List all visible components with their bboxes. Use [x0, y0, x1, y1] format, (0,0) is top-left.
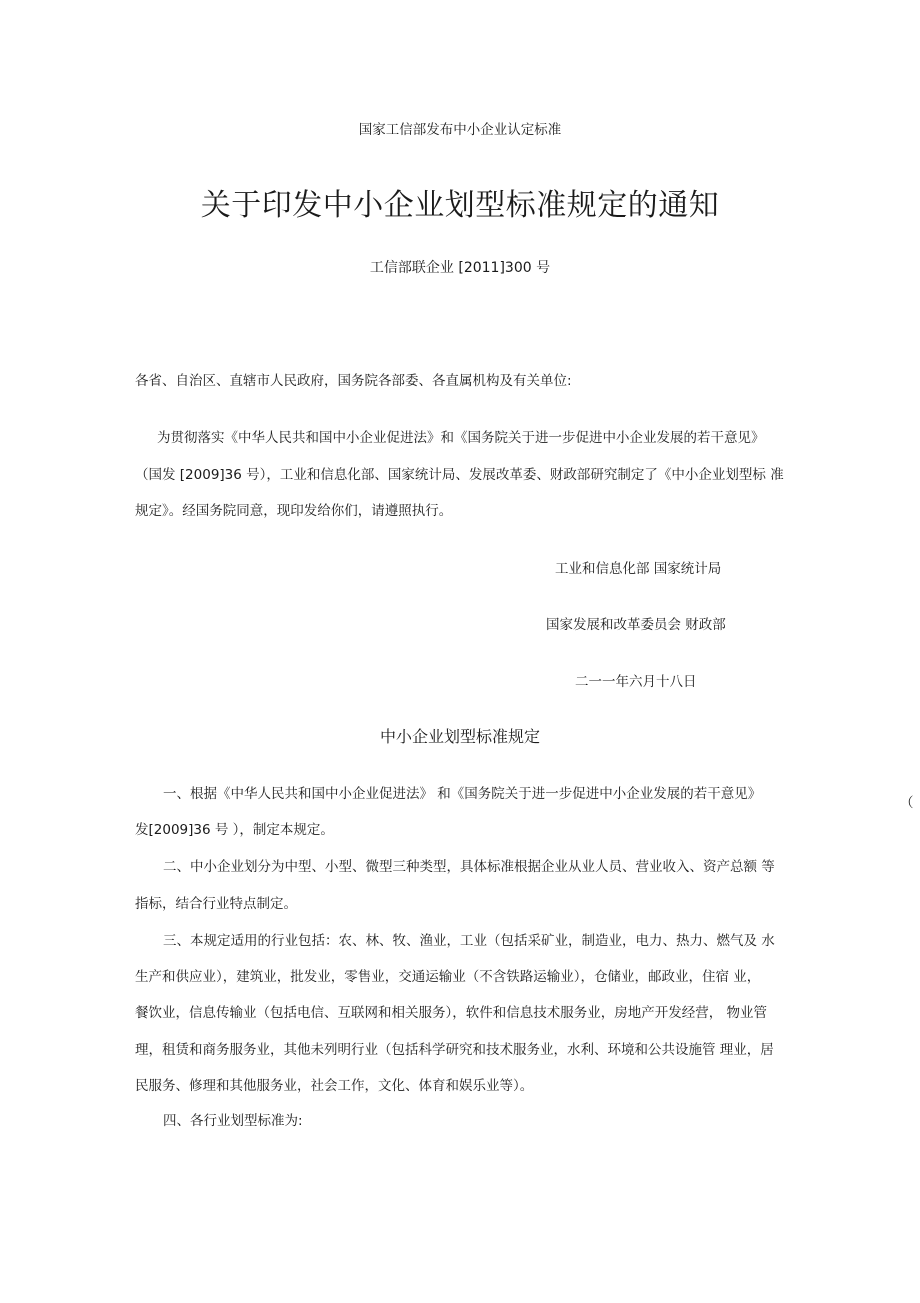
signers-line-1: 工业和信息化部 国家统计局: [555, 561, 722, 577]
regulation-line: 指标，结合行业特点制定。: [135, 896, 297, 912]
regulation-line: 三、本规定适用的行业包括：农、林、牧、渔业，工业（包括采矿业，制造业，电力、热力、燃气及 水: [163, 933, 775, 949]
regulation-line: 生产和供应业），建筑业，批发业，零售业，交通运输业（不含铁路运输业），仓储业，邮政业，住宿 业，: [135, 969, 761, 985]
regulation-line: 四、各行业划型标准为:: [163, 1113, 303, 1129]
regulation-line: 二、中小企业划分为中型、小型、微型三种类型，具体标准根据企业从业人员、营业收入、资产总额 等: [163, 859, 775, 875]
notice-date: 二一一年六月十八日: [575, 674, 697, 690]
document-title: 关于印发中小企业划型标准规定的通知: [200, 188, 720, 223]
regulation-title: 中小企业划型标准规定: [379, 727, 540, 746]
regulation-line: 理，租赁和商务服务业，其他未列明行业（包括科学研究和技术服务业，水利、环境和公共设施管 理业，居: [135, 1042, 774, 1058]
regulation-line: 餐饮业，信息传输业（包括电信、互联网和相关服务），软件和信息技术服务业，房地产开发经营， 物业管: [135, 1005, 768, 1021]
regulation-line: 发[2009]36 号 ），制定本规定。: [135, 822, 334, 838]
top-line: 国家工信部发布中小企业认定标准: [358, 122, 562, 138]
notice-body-line: 为贯彻落实《中华人民共和国中小企业促进法》和《国务院关于进一步促进中小企业发展的若干意见》: [157, 430, 765, 446]
notice-body-line: 规定》。经国务院同意，现印发给你们，请遵照执行。: [135, 503, 453, 519]
regulation-line: 民服务、修理和其他服务业，社会工作，文化、体育和娱乐业等）。: [135, 1078, 534, 1094]
document-number: 工信部联企业 [2011]300 号: [369, 260, 551, 276]
margin-mark: （: [900, 795, 914, 811]
regulation-line: 一、根据《中华人民共和国中小企业促进法》 和《国务院关于进一步促进中小企业发展的若干意见》: [163, 786, 762, 802]
addressee: 各省、自治区、直辖市人民政府，国务院各部委、各直属机构及有关单位:: [135, 373, 572, 389]
notice-body-line: （国发 [2009]36 号），工业和信息化部、国家统计局、发展改革委、财政部研究制定了《中小企业划型标 准: [135, 467, 784, 483]
signers-line-2: 国家发展和改革委员会 财政部: [546, 617, 726, 633]
